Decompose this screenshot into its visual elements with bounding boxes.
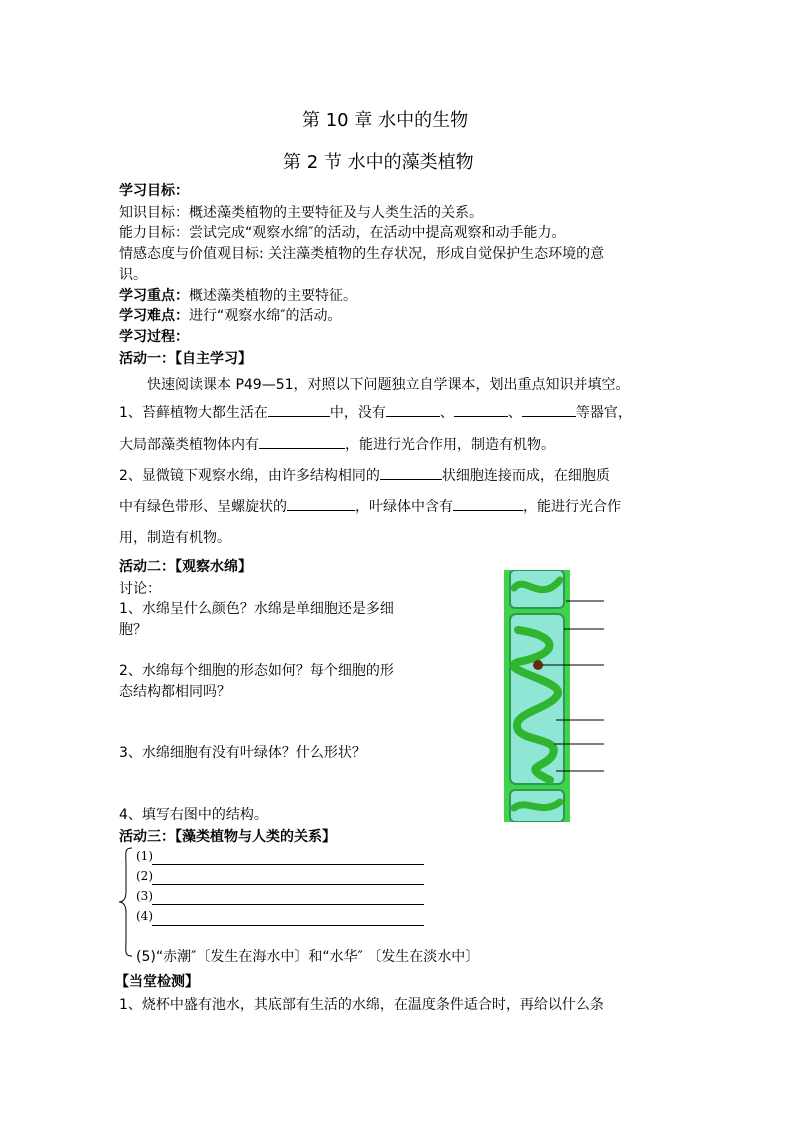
q1-text-b: 中，没有 <box>329 405 386 421</box>
blank-organ-3[interactable] <box>522 402 576 417</box>
objective-emotion-line1: 情感态度与价值观目标: 关注藻类植物的生存状况，形成自觉保护生态环境的意 <box>119 246 605 262</box>
difficulty-text: 进行“观察水绵″的活动。 <box>189 308 342 324</box>
relation-line-3[interactable] <box>152 904 424 905</box>
blank-chlorophyll[interactable] <box>453 496 523 511</box>
a2-q2-line2: 态结构都相同吗？ <box>119 684 231 700</box>
activity1-intro: 快速阅读课本 P49—51，对照以下问题独立自学课本，划出重点知识并填空。 <box>147 377 630 393</box>
q1-text-f: 大局部藻类植物体内有 <box>119 437 259 453</box>
q2-text-b: 状细胞连接而成，在细胞质 <box>441 468 610 484</box>
discuss-label: 讨论： <box>119 581 161 597</box>
test-q1: 1、烧杯中盛有池水，其底部有生活的水绵，在温度条件适合时，再给以什么条 <box>119 997 604 1013</box>
relation-item-3: (3) <box>136 889 153 903</box>
activity1-q1-line2 <box>119 430 555 461</box>
activity1-q2-line2 <box>119 492 621 523</box>
a2-q1-line1: 1、水绵呈什么颜色？水绵是单细胞还是多细 <box>119 601 394 617</box>
objectives-heading: 学习目标： <box>119 183 189 199</box>
a2-q4: 4、填写右图中的结构。 <box>119 807 268 823</box>
a2-q2-line1: 2、水绵每个细胞的形态如何？每个细胞的形 <box>119 663 394 679</box>
relation-line-2[interactable] <box>152 884 424 885</box>
nucleus <box>533 660 543 670</box>
relation-item-4: (4) <box>136 909 153 923</box>
q2-text-c: 中有绿色带形、呈螺旋状的 <box>119 499 287 515</box>
chapter-title: 第 10 章 水中的生物 <box>302 110 469 131</box>
q1-text-c: 、 <box>439 405 454 421</box>
section-title: 第 2 节 水中的藻类植物 <box>283 152 474 173</box>
key-point-label: 学习重点： <box>119 288 189 304</box>
spirogyra-figure <box>500 570 610 822</box>
q1-text-e: 等器官， <box>575 405 632 421</box>
objective-ability: 能力目标：尝试完成“观察水绵″的活动，在活动中提高观察和动手能力。 <box>119 225 566 241</box>
activity2-heading: 活动二：【观察水绵】 <box>119 559 252 575</box>
relation-item-1: (1) <box>136 849 153 863</box>
objective-emotion-line2: 识。 <box>119 267 147 283</box>
activity1-q2-line3: 用，制造有机物。 <box>119 530 231 546</box>
objective-knowledge: 知识目标：概述藻类植物的主要特征及与人类生活的关系。 <box>119 205 483 221</box>
q1-text-a: 1、苔藓植物大都生活在 <box>119 405 268 421</box>
blank-habitat[interactable] <box>268 402 330 417</box>
relation-line-1[interactable] <box>152 864 424 865</box>
blank-cell-shape[interactable] <box>380 465 442 480</box>
blank-chloroplast[interactable] <box>287 496 355 511</box>
relation-item-5: (5)“赤潮″〔发生在海水中〕和“水华″ 〔发生在淡水中〕 <box>136 949 480 965</box>
q2-text-a: 2、显微镜下观察水绵，由许多结构相同的 <box>119 468 380 484</box>
a2-q1-line2: 胞？ <box>119 622 147 638</box>
blank-organ-1[interactable] <box>386 402 440 417</box>
q1-text-d: 、 <box>507 405 522 421</box>
activity1-q1-line1 <box>119 398 632 429</box>
relation-line-4[interactable] <box>152 925 424 926</box>
activity1-q2-line1 <box>119 461 610 492</box>
relation-item-2: (2) <box>136 869 153 883</box>
key-point <box>119 285 357 305</box>
q1-text-g: ，能进行光合作用，制造有机物。 <box>345 437 555 453</box>
process-heading: 学习过程： <box>119 329 189 345</box>
blank-organ-2[interactable] <box>454 402 508 417</box>
difficulty-label: 学习难点： <box>119 308 189 324</box>
a2-q3: 3、水绵细胞有没有叶绿体？什么形状？ <box>119 745 366 761</box>
activity1-heading: 活动一：【自主学习】 <box>119 351 252 367</box>
q2-text-e: ，能进行光合作 <box>523 499 621 515</box>
difficulty-point <box>119 305 341 325</box>
brace-icon <box>118 846 134 958</box>
activity3-heading: 活动三：【藻类植物与人类的关系】 <box>119 829 336 845</box>
blank-pigment[interactable] <box>259 434 345 449</box>
test-heading: 【当堂检测】 <box>115 974 199 990</box>
q2-text-d: ，叶绿体中含有 <box>355 499 453 515</box>
key-point-text: 概述藻类植物的主要特征。 <box>189 288 357 304</box>
